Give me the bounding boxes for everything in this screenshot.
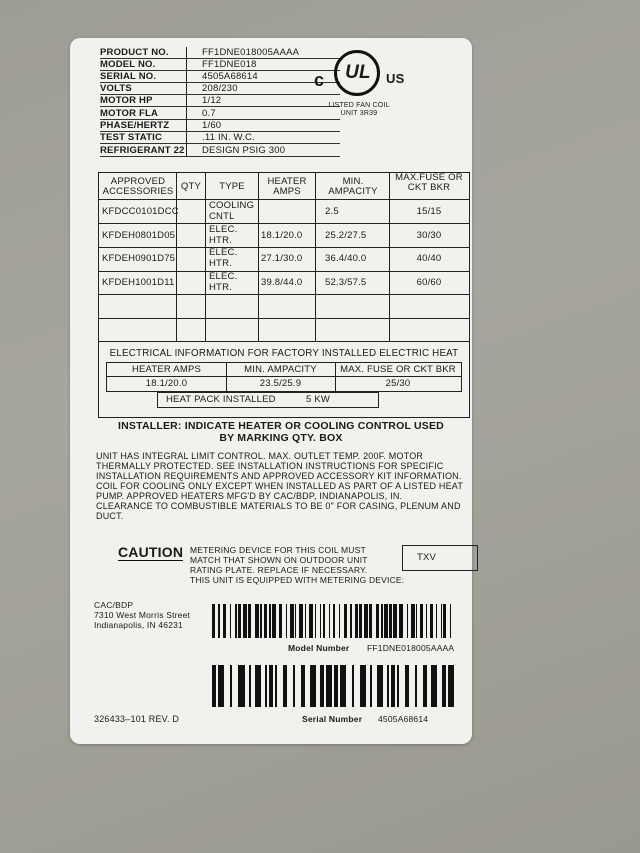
spec-label: MOTOR FLA <box>100 108 159 119</box>
installer-note: INSTALLER: INDICATE HEATER OR COOLING CONTROL USED <box>118 420 444 432</box>
accessory-type: ELEC. HTR. <box>209 247 238 269</box>
model-barcode <box>212 604 454 638</box>
accessory-min-ampacity: 52.3/57.5 <box>325 277 367 288</box>
accessory-max-fuse: 30/30 <box>416 230 442 241</box>
accessory-type: COOLING CNTL <box>209 200 255 222</box>
ul-caption: UNIT 3R39 <box>340 110 378 117</box>
factory-value: 23.5/25.9 <box>259 378 302 389</box>
col-header: TYPE <box>219 181 245 192</box>
accessory-model: KFDEH1001D11 <box>102 277 175 288</box>
notice-line: CLEARANCE TO COMBUSTIBLE MATERIALS TO BE 0" FOR CASING, PLENUM AND <box>96 501 461 511</box>
divider <box>99 294 469 295</box>
accessory-heater-amps: 18.1/20.0 <box>261 230 303 241</box>
refrigerant-label: REFRIGERANT 22 <box>100 145 185 156</box>
divider <box>100 106 340 107</box>
factory-heat-table <box>106 362 462 392</box>
heat-pack-box <box>157 392 379 408</box>
accessories-table <box>98 172 470 418</box>
caution-heading: CAUTION <box>118 544 184 560</box>
rating-plate <box>70 38 472 744</box>
divider <box>99 223 469 224</box>
factory-heat-title: ELECTRICAL INFORMATION FOR FACTORY INSTALLED ELECTRIC HEAT <box>109 348 459 359</box>
accessory-min-ampacity: 36.4/40.0 <box>325 253 367 264</box>
spec-label: MODEL NO. <box>100 59 156 70</box>
accessory-max-fuse: 60/60 <box>416 277 442 288</box>
spec-value: 208/230 <box>202 83 238 94</box>
divider <box>99 247 469 248</box>
heat-pack-label: HEAT PACK INSTALLED <box>166 394 276 405</box>
ul-listing-mark <box>310 42 420 122</box>
spec-label: TEST STATIC <box>100 132 163 143</box>
divider <box>99 271 469 272</box>
divider <box>107 376 461 377</box>
divider <box>99 341 469 342</box>
col-header: MAX.FUSE OR CKT BKR <box>395 172 463 193</box>
notice-line: COIL FOR COOLING ONLY EXCEPT WHEN INSTALLED AS PART OF A LISTED HEAT <box>96 481 464 491</box>
metering-device-box <box>402 545 478 571</box>
barcode-bar <box>454 665 456 707</box>
barcode-bar <box>451 604 454 638</box>
accessory-type: ELEC. HTR. <box>209 271 238 293</box>
address-line: CAC/BDP <box>94 600 134 610</box>
accessory-min-ampacity: 2.5 <box>325 206 339 217</box>
factory-header: HEATER AMPS <box>131 364 202 375</box>
accessory-heater-amps: 27.1/30.0 <box>261 253 303 264</box>
divider <box>186 47 187 157</box>
serial-number-value: 4505A68614 <box>378 714 429 724</box>
divider <box>100 156 340 157</box>
installer-note: BY MARKING QTY. BOX <box>219 432 343 444</box>
spec-value: 0.7 <box>202 108 216 119</box>
serial-number-label: Serial Number <box>302 714 363 724</box>
address-line: 7310 West Morris Street <box>94 610 191 620</box>
divider <box>99 199 469 200</box>
col-header: APPROVED ACCESSORIES <box>102 176 174 197</box>
caution-line: MATCH THAT SHOWN ON OUTDOOR UNIT <box>190 555 368 565</box>
notice-line: INSTALLATION REQUIREMENTS AND APPROVED ACCESSORY KIT INFORMATION. <box>96 471 462 481</box>
ul-us: US <box>386 71 405 86</box>
notice-line: DUCT. <box>96 511 124 521</box>
caution-line: THIS UNIT IS EQUIPPED WITH METERING DEVICE: <box>190 575 405 585</box>
spec-value: FF1DNE018005AAAA <box>202 47 300 58</box>
accessory-model: KFDEH0801D05 <box>102 230 176 241</box>
model-number-label: Model Number <box>288 643 350 653</box>
divider <box>99 318 469 319</box>
spec-label: PRODUCT NO. <box>100 47 169 58</box>
spec-value: FF1DNE018 <box>202 59 257 70</box>
caution-line: RATING PLATE. REPLACE IF NECESSARY. <box>190 565 368 575</box>
col-header: QTY <box>180 181 202 192</box>
accessory-type: ELEC. HTR. <box>209 224 238 246</box>
col-header: HEATER AMPS <box>267 176 307 197</box>
spec-label: VOLTS <box>100 83 132 94</box>
spec-label: SERIAL NO. <box>100 71 157 82</box>
heat-pack-value: 5 KW <box>306 394 331 405</box>
accessory-max-fuse: 40/40 <box>416 253 442 264</box>
metering-device-value: TXV <box>417 552 437 563</box>
spec-label: PHASE/HERTZ <box>100 120 170 131</box>
notice-line: THERMALLY PROTECTED. SEE INSTALLATION INSTRUCTIONS FOR SPECIFIC <box>96 461 444 471</box>
accessory-model: KFDEH0901D75 <box>102 253 176 264</box>
spec-value: 1/60 <box>202 120 222 131</box>
spec-value: 4505A68614 <box>202 71 258 82</box>
col-header: MIN. AMPACITY <box>328 176 378 197</box>
serial-barcode <box>212 665 456 707</box>
accessory-model: KFDCC0101DCC <box>102 206 179 217</box>
notice-line: UNIT HAS INTEGRAL LIMIT CONTROL. MAX. OUTLET TEMP. 200F. MOTOR <box>96 451 424 461</box>
divider <box>100 143 340 144</box>
factory-value: 25/30 <box>385 378 411 389</box>
part-number: 326433–101 REV. D <box>94 714 180 724</box>
refrigerant-value: DESIGN PSIG 300 <box>202 145 286 156</box>
accessory-min-ampacity: 25.2/27.5 <box>325 230 367 241</box>
accessory-max-fuse: 15/15 <box>416 206 442 217</box>
factory-header: MAX. FUSE OR CKT BKR <box>340 364 456 375</box>
factory-header: MIN. AMPACITY <box>244 364 317 375</box>
ul-caption: LISTED FAN COIL <box>328 102 390 109</box>
spec-label: MOTOR HP <box>100 95 153 106</box>
accessory-heater-amps: 39.8/44.0 <box>261 277 303 288</box>
address-line: Indianapolis, IN 46231 <box>94 620 183 630</box>
caution-line: METERING DEVICE FOR THIS COIL MUST <box>190 545 366 555</box>
notice-line: PUMP. APPROVED HEATERS MFG'D BY CAC/BDP, INDIANAPOLIS, IN. <box>96 491 403 501</box>
ul-c: c <box>314 70 325 90</box>
ul-text: UL <box>345 62 371 83</box>
spec-value: 1/12 <box>202 95 222 106</box>
spec-value: .11 IN. W.C. <box>202 132 255 143</box>
factory-value: 18.1/20.0 <box>145 378 188 389</box>
model-number-value: FF1DNE018005AAAA <box>367 643 455 653</box>
